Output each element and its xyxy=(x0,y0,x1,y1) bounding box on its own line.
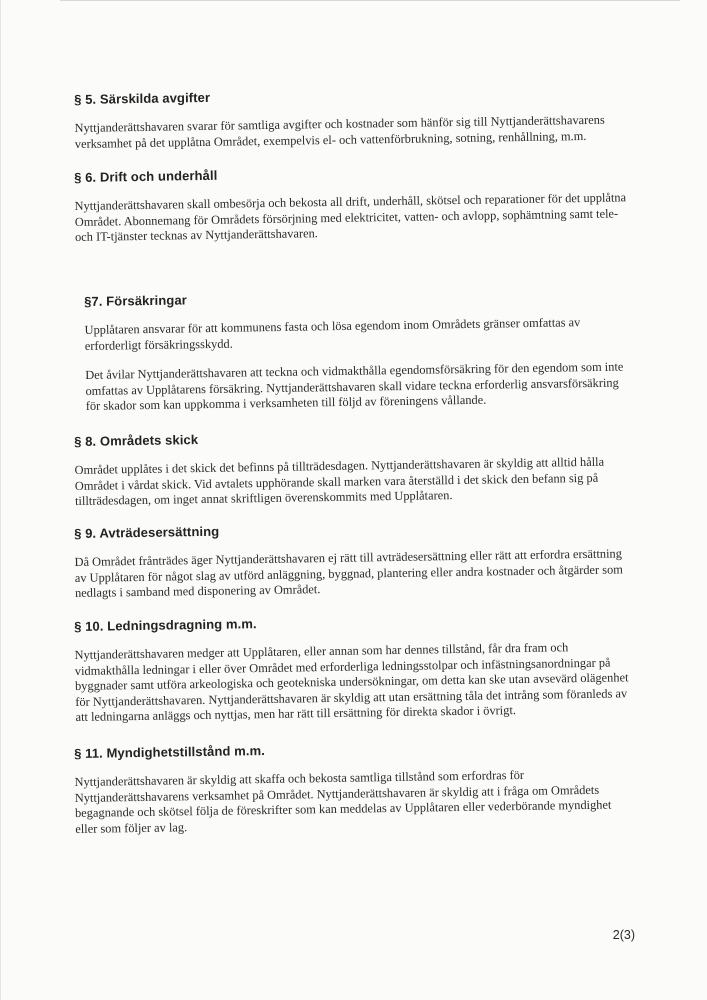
section-7 xyxy=(84,285,636,414)
section-paragraph: Nyttjanderättshavaren svarar för samtliga avgifter och kostnader som hänför sig till Nyttjanderättshavarens verksamhet på det upplåtna Området, exempelvis el- och vattenförbrukning, sotning, renhållning, m.m. xyxy=(74,112,605,151)
section-9 xyxy=(74,517,635,601)
scan-edge-top xyxy=(60,0,680,1)
section-paragraph: Upplåtaren ansvarar för att kommunens fasta och lösa egendom inom Områdets gränser omfattas av erforderligt försäkringsskydd. xyxy=(84,314,581,352)
section-paragraph: Det åvilar Nyttjanderättshavaren att teckna och vidmakthålla egendomsförsäkring för den egendom som inte omfattas av Upplåtarens försäkring. Nyttjanderättshavaren skall vidare teckna erforderlig ansvarsförsäkring för skador som kan uppkomma i verksamheten till följd av föreningens vållande. xyxy=(85,359,624,413)
section-paragraph: Området upplåtes i det skick det befinns på tillträdesdagen. Nyttjanderättshavaren är skyldig att alltid hålla Området i vårdat skick. Vid avtalets upphörande skall marken vara återställd i det skick den befann sig på tillträdesdagen, om inget annat skriftligen överenskommits med Upplåtaren. xyxy=(74,454,605,508)
page-number: 2(3) xyxy=(612,928,635,942)
section-6 xyxy=(74,161,635,245)
section-heading: § 10. Ledningsdragning m.m. xyxy=(74,616,257,634)
scan-edge-left xyxy=(0,0,1,1000)
section-paragraph: Nyttjanderättshavaren är skyldig att skaffa och bekosta samtliga tillstånd som erfordras för Nyttjanderättshavarens verksamhet på Området. Nyttjanderättshavaren är skyldig att i fråga om Områdets begagnande och skötsel följa de föreskrifter som kan meddelas av Upplåtaren eller vederbörande myndighet eller som följer av lag. xyxy=(74,767,612,835)
section-paragraph: Nyttjanderättshavaren medger att Upplåtaren, eller annan som har dennes tillstånd, får dra fram och vidmakthålla ledningar i eller över Området med erforderliga ledningsstolpar och infästningsanordningar på byggnader samt utföra arkeologiska och geotekniska undersökningar, om detta kan ske utan avsevärd olägenhet för Nyttjanderättshavaren. Nyttjanderättshavaren är skyldig att utan ersättning tåla det intrång som föranleds av att ledningarna anläggs och nyttjas, men har rätt till ersättning för direkta skador i övrigt. xyxy=(74,640,629,724)
section-heading: § 5. Särskilda avgifter xyxy=(74,89,211,107)
section-11 xyxy=(74,737,635,837)
section-heading: § 9. Avträdesersättning xyxy=(74,523,220,541)
section-heading: § 8. Områdets skick xyxy=(74,432,199,449)
section-heading: § 11. Myndighetstillstånd m.m. xyxy=(74,742,266,761)
section-5 xyxy=(74,83,635,152)
section-8 xyxy=(74,425,635,509)
section-10 xyxy=(74,610,636,725)
section-paragraph: Då Området frånträdes äger Nyttjanderättshavaren ej rätt till avträdesersättning eller rätt att erfordra ersättning av Upplåtaren för något slag av utförd anläggning, byggnad, plantering eller andra kostnader och åtgärder som nedlagts i samband med disponering av Området. xyxy=(74,545,623,600)
document-page xyxy=(74,89,634,851)
section-heading: §7. Försäkringar xyxy=(84,291,187,309)
section-paragraph: Nyttjanderättshavaren skall ombesörja och bekosta all drift, underhåll, skötsel och reparationer för det upplåtna Området. Abonnemang för Områdets försörjning med elektricitet, vatten- och avlopp, sophämtning samt tele- och IT-tjänster tecknas av Nyttjanderättshavaren. xyxy=(74,190,627,244)
section-heading: § 6. Drift och underhåll xyxy=(74,167,218,185)
